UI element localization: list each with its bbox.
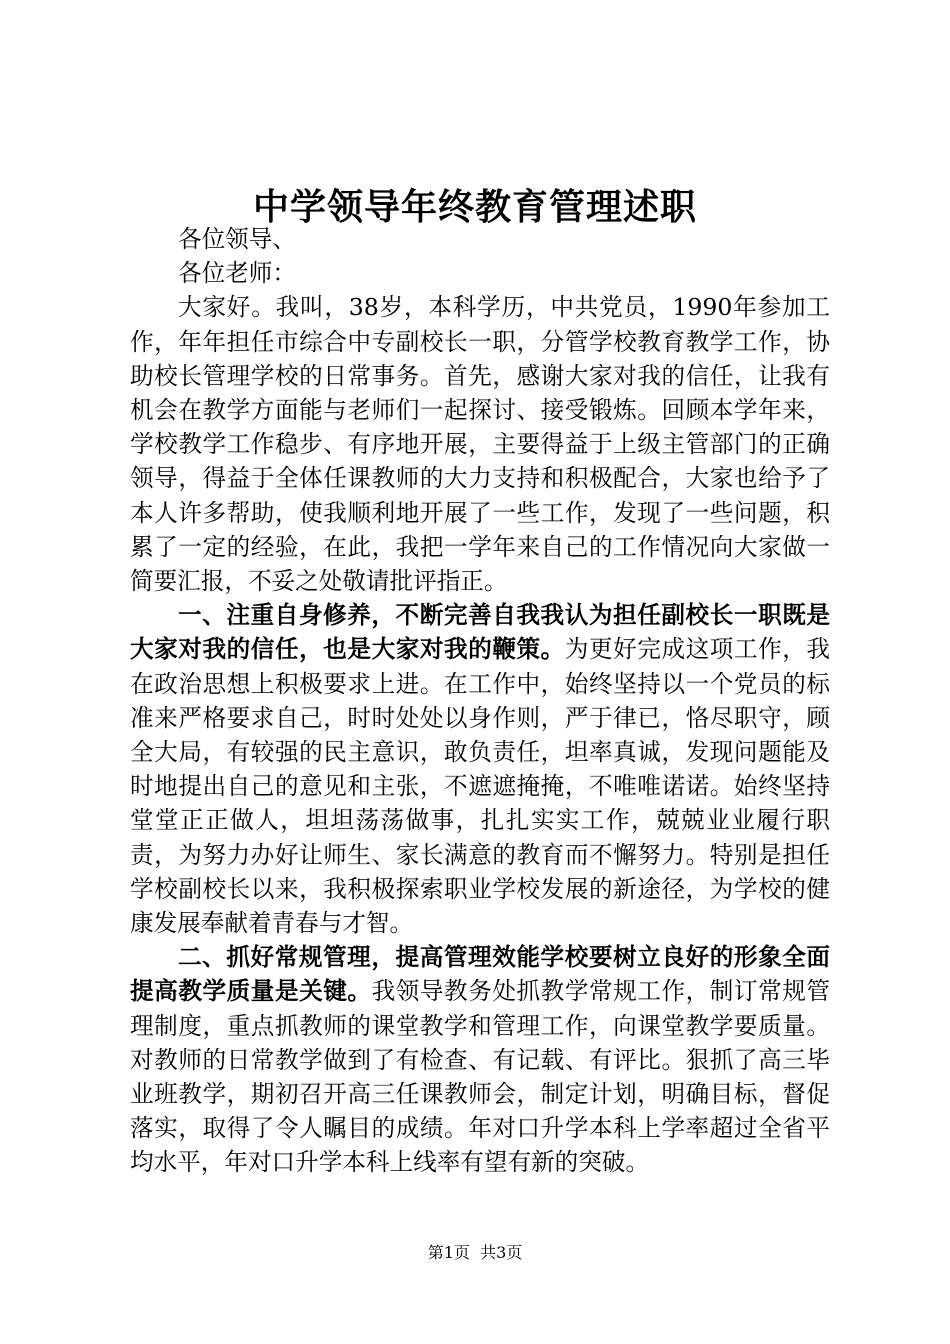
footer-gap — [470, 1243, 480, 1262]
section-1-text: 为更好完成这项工作，我在政治思想上积极要求上进。在工作中，始终坚持以一个党员的标准来严格要求自己，时时处处以身作则，严于律已，恪尽职守，顾全大局，有较强的民主意识，敢负责任，坦率真诚，发现问题能及时地提出自己的意见和主张，不遮遮掩掩，不唯唯诺诺。始终坚持堂堂正正做人，坦坦荡荡做事，扎扎实实工作，兢兢业业履行职责，为努力办好让师生、家长满意的教育而不懈努力。特别是担任学校副校长以来，我积极探索职业学校发展的新途径，为学校的健康发展奉献着青春与才智。 — [130, 635, 831, 938]
paragraph-section-1 — [130, 598, 830, 940]
document-title: 中学领导年终教育管理述职 — [252, 186, 697, 228]
page-footer — [0, 1242, 950, 1264]
document-body — [130, 222, 830, 1180]
section-1-heading: 一、注重自身修养，不断完善自我我认为担任副校长一职既是大家对我的信任，也是大家对我的鞭策。 — [130, 601, 830, 664]
page-total: 共3页 — [480, 1243, 523, 1262]
section-2-heading: 二、抓好常规管理，提高管理效能学校要树立良好的形象全面提高教学质量是关键。 — [130, 943, 830, 1006]
salutation-leaders: 各位领导、 — [178, 225, 296, 253]
section-2-text: 我领导教务处抓教学常规工作，制订常规管理制度，重点抓教师的课堂教学和管理工作，向课堂教学要质量。对教师的日常教学做到了有检查、有记载、有评比。狠抓了高三毕业班教学，期初召开高三任课教师会，制定计划，明确目标，督促落实，取得了令人瞩目的成绩。年对口升学本科上学率超过全省平均水平，年对口升学本科上线率有望有新的突破。 — [130, 977, 831, 1177]
paragraph-section-2 — [130, 940, 830, 1179]
paragraph-intro-text: 大家好。我叫，38岁，本科学历，中共党员，1990年参加工作，年年担任市综合中专副校长一职，分管学校教育教学工作，协助校长管理学校的日常事务。首先，感谢大家对我的信任，让我有机会在教学方面能与老师们一起探讨、接受锻炼。回顾本学年来，学校教学工作稳步、有序地开展，主要得益于上级主管部门的正确领导，得益于全体任课教师的大力支持和积极配合，大家也给予了本人许多帮助，使我顺利地开展了一些工作，发现了一些问题，积累了一定的经验，在此，我把一学年来自己的工作情况向大家做一简要汇报，不妥之处敬请批评指正。 — [130, 293, 830, 596]
page-number: 第1页 — [427, 1243, 470, 1262]
salutation-teachers: 各位老师： — [178, 259, 296, 288]
paragraph-intro — [130, 290, 830, 598]
